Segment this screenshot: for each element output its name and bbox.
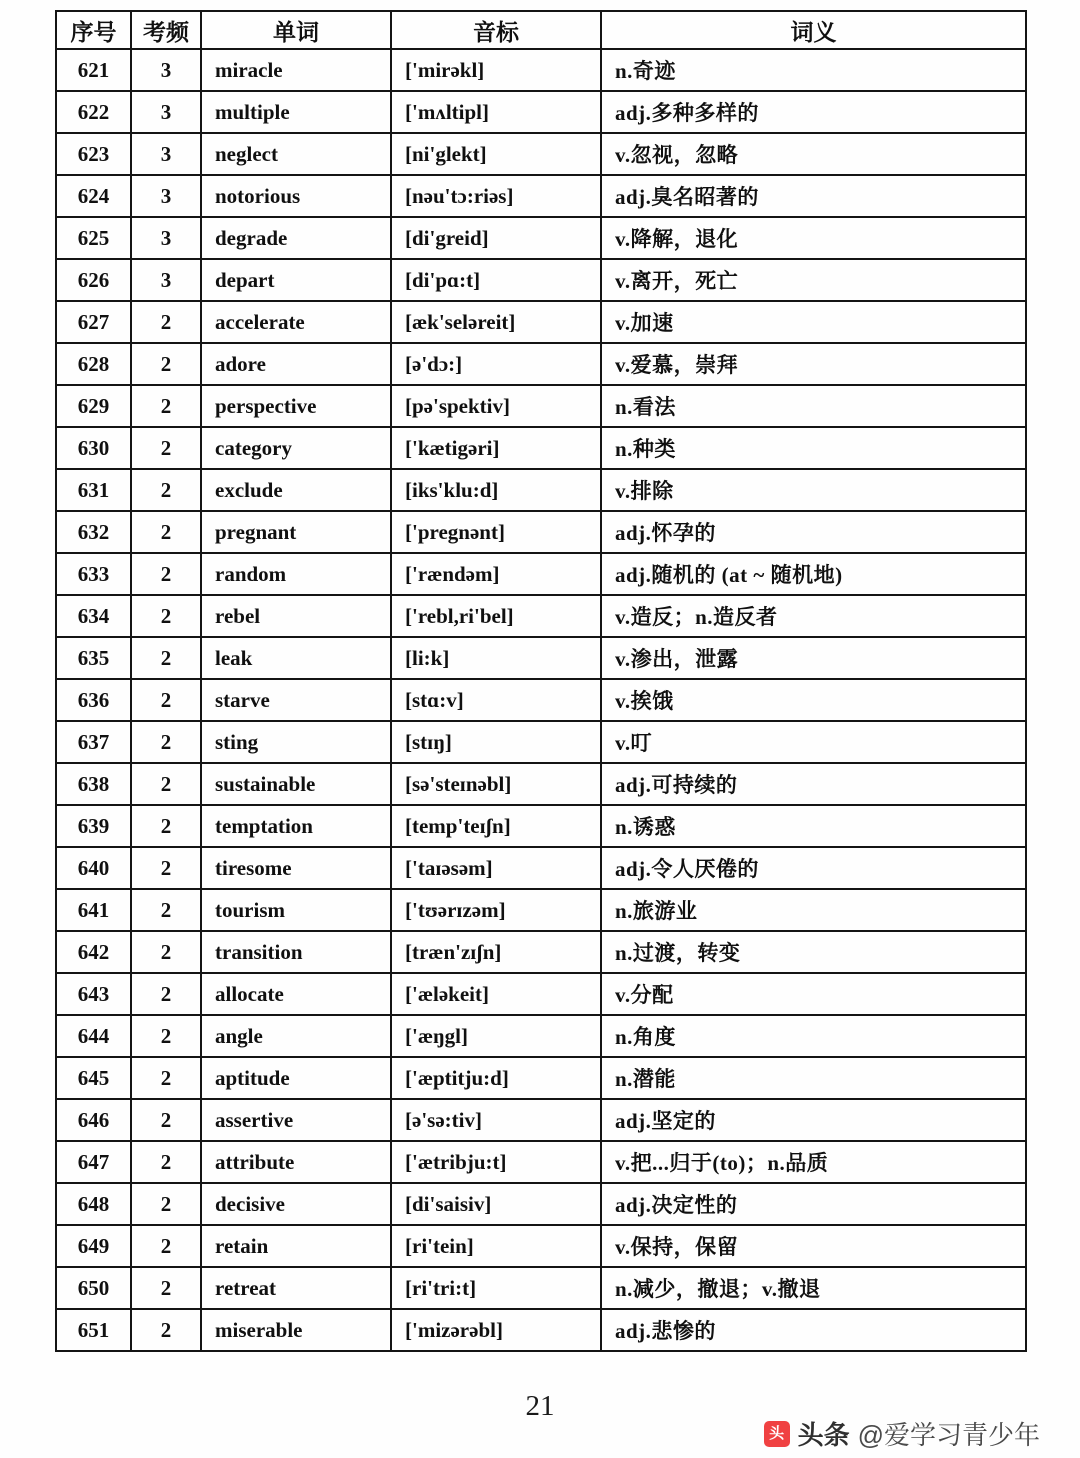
cell-phonetic: [di'greid] (391, 217, 601, 259)
cell-word: adore (201, 343, 391, 385)
cell-phonetic: [temp'teɪʃn] (391, 805, 601, 847)
cell-index: 646 (56, 1099, 131, 1141)
cell-frequency: 2 (131, 427, 201, 469)
cell-meaning: n.看法 (601, 385, 1026, 427)
table-row (56, 175, 1026, 217)
cell-index: 645 (56, 1057, 131, 1099)
cell-index: 639 (56, 805, 131, 847)
table-row (56, 931, 1026, 973)
cell-frequency: 2 (131, 805, 201, 847)
cell-index: 625 (56, 217, 131, 259)
cell-frequency: 2 (131, 1141, 201, 1183)
cell-index: 632 (56, 511, 131, 553)
cell-meaning: v.分配 (601, 973, 1026, 1015)
cell-frequency: 2 (131, 637, 201, 679)
cell-index: 624 (56, 175, 131, 217)
cell-frequency: 3 (131, 259, 201, 301)
cell-index: 636 (56, 679, 131, 721)
cell-word: pregnant (201, 511, 391, 553)
cell-word: depart (201, 259, 391, 301)
cell-meaning: adj.坚定的 (601, 1099, 1026, 1141)
cell-index: 628 (56, 343, 131, 385)
cell-meaning: v.渗出，泄露 (601, 637, 1026, 679)
cell-meaning: v.降解，退化 (601, 217, 1026, 259)
cell-index: 623 (56, 133, 131, 175)
header-meaning: 词义 (601, 11, 1026, 49)
watermark-username: @爱学习青少年 (857, 1420, 1040, 1450)
cell-word: accelerate (201, 301, 391, 343)
cell-frequency: 2 (131, 763, 201, 805)
cell-meaning: adj.悲惨的 (601, 1309, 1026, 1351)
vocabulary-table (55, 10, 1027, 1352)
cell-meaning: adj.臭名昭著的 (601, 175, 1026, 217)
cell-frequency: 3 (131, 133, 201, 175)
cell-word: degrade (201, 217, 391, 259)
cell-phonetic: [ə'sə:tiv] (391, 1099, 601, 1141)
cell-frequency: 2 (131, 847, 201, 889)
cell-word: retain (201, 1225, 391, 1267)
cell-meaning: v.保持，保留 (601, 1225, 1026, 1267)
cell-frequency: 2 (131, 931, 201, 973)
cell-meaning: adj.随机的 (at ~ 随机地) (601, 553, 1026, 595)
cell-word: tiresome (201, 847, 391, 889)
cell-word: attribute (201, 1141, 391, 1183)
table-row (56, 49, 1026, 91)
cell-frequency: 2 (131, 1057, 201, 1099)
table-row (56, 427, 1026, 469)
cell-frequency: 3 (131, 49, 201, 91)
cell-meaning: adj.怀孕的 (601, 511, 1026, 553)
cell-index: 643 (56, 973, 131, 1015)
cell-meaning: v.排除 (601, 469, 1026, 511)
cell-word: notorious (201, 175, 391, 217)
table-row (56, 721, 1026, 763)
table-row (56, 217, 1026, 259)
cell-frequency: 2 (131, 973, 201, 1015)
watermark-brand: 头条 (797, 1420, 850, 1450)
cell-word: aptitude (201, 1057, 391, 1099)
cell-meaning: adj.多种多样的 (601, 91, 1026, 133)
table-row (56, 469, 1026, 511)
cell-frequency: 2 (131, 889, 201, 931)
table-row (56, 679, 1026, 721)
cell-index: 634 (56, 595, 131, 637)
cell-phonetic: ['taɪəsəm] (391, 847, 601, 889)
cell-frequency: 2 (131, 553, 201, 595)
cell-word: perspective (201, 385, 391, 427)
cell-meaning: v.离开，死亡 (601, 259, 1026, 301)
cell-meaning: v.忽视，忽略 (601, 133, 1026, 175)
table-row (56, 973, 1026, 1015)
cell-phonetic: [stɑ:v] (391, 679, 601, 721)
cell-frequency: 3 (131, 91, 201, 133)
header-frequency: 考频 (131, 11, 201, 49)
table-row (56, 847, 1026, 889)
header-index: 序号 (56, 11, 131, 49)
cell-word: assertive (201, 1099, 391, 1141)
cell-meaning: adj.决定性的 (601, 1183, 1026, 1225)
cell-meaning: n.减少，撤退；v.撤退 (601, 1267, 1026, 1309)
cell-index: 651 (56, 1309, 131, 1351)
cell-meaning: n.潜能 (601, 1057, 1026, 1099)
cell-frequency: 2 (131, 595, 201, 637)
cell-phonetic: ['ætribju:t] (391, 1141, 601, 1183)
cell-phonetic: ['mʌltipl] (391, 91, 601, 133)
cell-index: 649 (56, 1225, 131, 1267)
table-row (56, 1057, 1026, 1099)
toutiao-logo-icon: 头 (764, 1421, 790, 1447)
cell-index: 642 (56, 931, 131, 973)
cell-phonetic: ['mizərəbl] (391, 1309, 601, 1351)
cell-frequency: 3 (131, 175, 201, 217)
cell-word: sting (201, 721, 391, 763)
cell-meaning: n.诱惑 (601, 805, 1026, 847)
cell-index: 626 (56, 259, 131, 301)
cell-phonetic: ['rændəm] (391, 553, 601, 595)
cell-phonetic: [nəu'tɔ:riəs] (391, 175, 601, 217)
cell-phonetic: ['rebl,ri'bel] (391, 595, 601, 637)
cell-frequency: 2 (131, 1225, 201, 1267)
page-number: 21 (525, 1390, 555, 1422)
header-phonetic: 音标 (391, 11, 601, 49)
cell-meaning: adj.可持续的 (601, 763, 1026, 805)
table-row (56, 385, 1026, 427)
cell-phonetic: [li:k] (391, 637, 601, 679)
cell-meaning: v.叮 (601, 721, 1026, 763)
cell-phonetic: ['tʊərɪzəm] (391, 889, 601, 931)
cell-frequency: 2 (131, 1267, 201, 1309)
cell-word: temptation (201, 805, 391, 847)
table-row (56, 1225, 1026, 1267)
table-row (56, 595, 1026, 637)
cell-phonetic: [di'pɑ:t] (391, 259, 601, 301)
cell-word: sustainable (201, 763, 391, 805)
cell-index: 631 (56, 469, 131, 511)
cell-phonetic: [iks'klu:d] (391, 469, 601, 511)
cell-meaning: n.奇迹 (601, 49, 1026, 91)
table-row (56, 805, 1026, 847)
cell-phonetic: [sə'steɪnəbl] (391, 763, 601, 805)
cell-phonetic: ['æptitju:d] (391, 1057, 601, 1099)
cell-phonetic: [di'saisiv] (391, 1183, 601, 1225)
table-row (56, 763, 1026, 805)
cell-word: allocate (201, 973, 391, 1015)
cell-index: 648 (56, 1183, 131, 1225)
cell-word: miracle (201, 49, 391, 91)
cell-meaning: n.过渡，转变 (601, 931, 1026, 973)
cell-frequency: 2 (131, 679, 201, 721)
cell-frequency: 2 (131, 511, 201, 553)
cell-phonetic: [ri'tein] (391, 1225, 601, 1267)
table-row (56, 889, 1026, 931)
table-row (56, 133, 1026, 175)
cell-phonetic: [ni'glekt] (391, 133, 601, 175)
cell-index: 637 (56, 721, 131, 763)
cell-frequency: 3 (131, 217, 201, 259)
table-row (56, 553, 1026, 595)
cell-word: multiple (201, 91, 391, 133)
cell-phonetic: [æk'seləreit] (391, 301, 601, 343)
cell-index: 629 (56, 385, 131, 427)
cell-frequency: 2 (131, 301, 201, 343)
cell-frequency: 2 (131, 1183, 201, 1225)
table-row (56, 1141, 1026, 1183)
cell-phonetic: ['æləkeit] (391, 973, 601, 1015)
cell-meaning: n.角度 (601, 1015, 1026, 1057)
cell-phonetic: ['kætigəri] (391, 427, 601, 469)
cell-frequency: 2 (131, 1015, 201, 1057)
cell-meaning: v.造反；n.造反者 (601, 595, 1026, 637)
cell-meaning: n.种类 (601, 427, 1026, 469)
cell-index: 622 (56, 91, 131, 133)
cell-frequency: 2 (131, 1309, 201, 1351)
cell-frequency: 2 (131, 343, 201, 385)
cell-word: decisive (201, 1183, 391, 1225)
watermark (764, 1415, 1040, 1452)
cell-phonetic: [træn'zɪʃn] (391, 931, 601, 973)
cell-index: 647 (56, 1141, 131, 1183)
cell-meaning: v.把...归于(to)；n.品质 (601, 1141, 1026, 1183)
cell-index: 640 (56, 847, 131, 889)
cell-index: 621 (56, 49, 131, 91)
table-row (56, 343, 1026, 385)
cell-word: miserable (201, 1309, 391, 1351)
table-row (56, 301, 1026, 343)
table-row (56, 511, 1026, 553)
cell-index: 635 (56, 637, 131, 679)
cell-meaning: adj.令人厌倦的 (601, 847, 1026, 889)
table-body (56, 49, 1026, 1351)
cell-index: 627 (56, 301, 131, 343)
cell-word: random (201, 553, 391, 595)
cell-phonetic: ['æŋgl] (391, 1015, 601, 1057)
cell-word: transition (201, 931, 391, 973)
cell-word: starve (201, 679, 391, 721)
cell-index: 641 (56, 889, 131, 931)
cell-word: exclude (201, 469, 391, 511)
cell-meaning: n.旅游业 (601, 889, 1026, 931)
cell-phonetic: [ə'dɔ:] (391, 343, 601, 385)
cell-phonetic: ['mirəkl] (391, 49, 601, 91)
cell-meaning: v.爱慕，崇拜 (601, 343, 1026, 385)
table-row (56, 1183, 1026, 1225)
table-row (56, 1267, 1026, 1309)
cell-phonetic: [pə'spektiv] (391, 385, 601, 427)
cell-meaning: v.加速 (601, 301, 1026, 343)
cell-phonetic: ['pregnənt] (391, 511, 601, 553)
cell-index: 638 (56, 763, 131, 805)
table-row (56, 91, 1026, 133)
cell-index: 630 (56, 427, 131, 469)
cell-word: category (201, 427, 391, 469)
cell-phonetic: [stɪŋ] (391, 721, 601, 763)
table-row (56, 259, 1026, 301)
cell-word: neglect (201, 133, 391, 175)
cell-word: angle (201, 1015, 391, 1057)
table-header-row (56, 11, 1026, 49)
cell-word: leak (201, 637, 391, 679)
cell-meaning: v.挨饿 (601, 679, 1026, 721)
cell-phonetic: [ri'tri:t] (391, 1267, 601, 1309)
header-word: 单词 (201, 11, 391, 49)
table-row (56, 1309, 1026, 1351)
cell-frequency: 2 (131, 385, 201, 427)
cell-index: 633 (56, 553, 131, 595)
table-row (56, 637, 1026, 679)
cell-frequency: 2 (131, 469, 201, 511)
cell-frequency: 2 (131, 721, 201, 763)
table-row (56, 1099, 1026, 1141)
cell-frequency: 2 (131, 1099, 201, 1141)
cell-index: 644 (56, 1015, 131, 1057)
cell-word: retreat (201, 1267, 391, 1309)
table-row (56, 1015, 1026, 1057)
cell-word: rebel (201, 595, 391, 637)
cell-word: tourism (201, 889, 391, 931)
cell-index: 650 (56, 1267, 131, 1309)
